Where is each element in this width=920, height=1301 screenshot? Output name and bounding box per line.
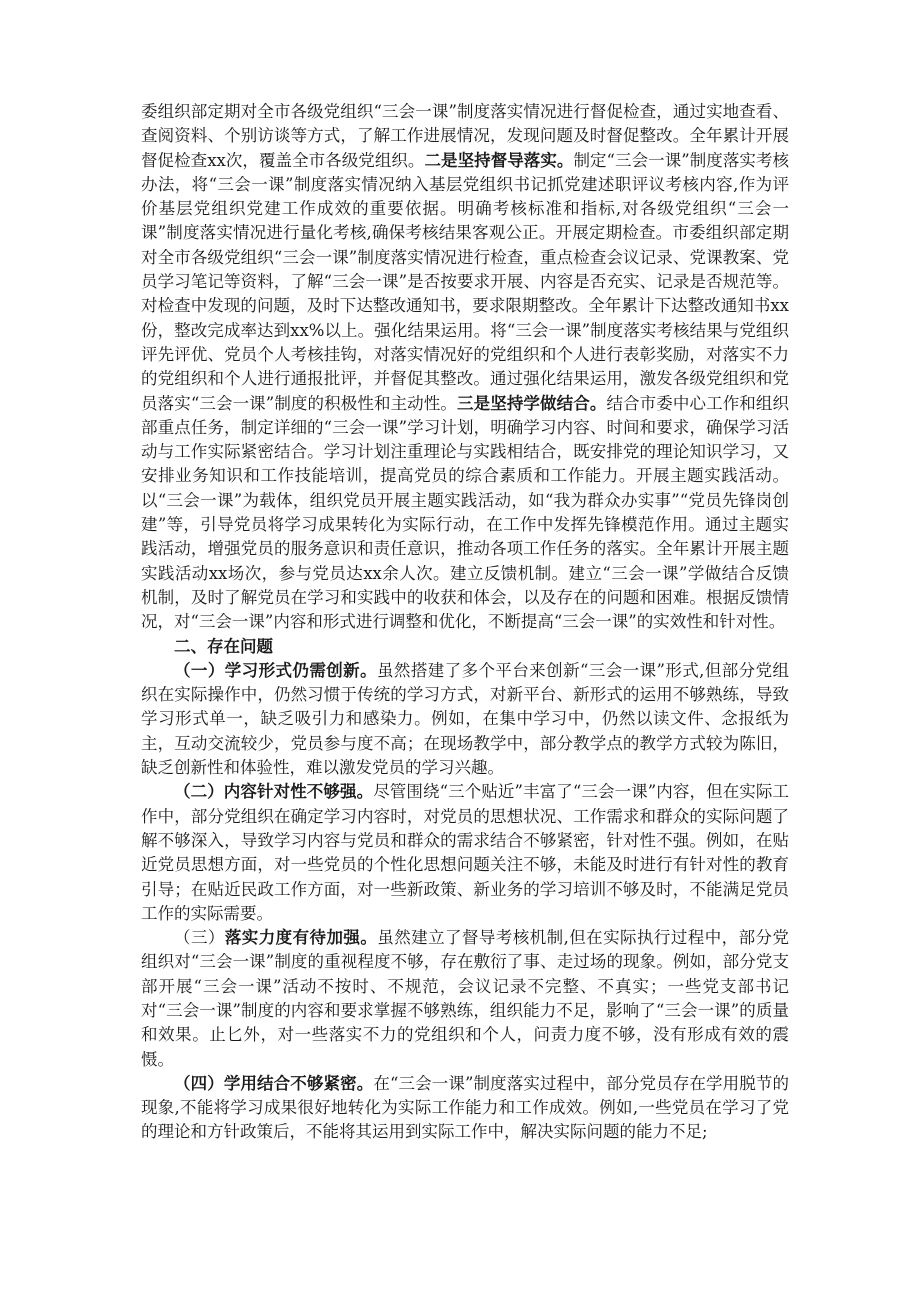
paragraph-text: 委组织部定期对全市各级党组织“三会一课”制度落实情况进行督促检查，通过实地查看、查阅资料、个别访谈等方式，了解工作进展情况，发现问题及时督促整改。全年累计开展督促检查xx次，覆盖全市各级党组织。 [141, 102, 789, 170]
issue-title: （四）学用结合不够紧密。 [174, 1073, 374, 1093]
issue-paragraph [141, 780, 789, 926]
issue-text: 虽然搭建了多个平台来创新“三会一课”形式,但部分党组织在实际操作中，仍然习惯于传统的学习方式，对新平台、新形式的运用不够熟练，导致学习形式单一，缺乏吸引力和感染力。例如，在集中学习中，仍然以读文件、念报纸为主，互动交流较少，党员参与度不高；在现场教学中，部分教学点的教学方式较为陈旧，缺乏创新性和体验性，难以激发党员的学习兴趣。 [141, 660, 790, 778]
paragraph-text: 制定“三会一课”制度落实考核办法，将“三会一课”制度落实情况纳入基层党组织书记抓党建述职评议考核内容,作为评价基层党组织党建工作成效的重要依据。明确考核标准和指标,对各级党组织“三会一课”制度落实情况进行量化考核,确保考核结果客观公正。开展定期检查。市委组织部定期对全市各级党组织“三会一课”制度落实情况进行检查，重点检查会议记录、党课教案、党员学习笔记等资料，了解“三会一课”是否按要求开展、内容是否充实、记录是否规范等。对检查中发现的问题，及时下达整改通知书，要求限期整改。全年累计下达整改通知书xx份，整改完成率达到xx%以上。强化结果运用。将“三会一课”制度落实考核结果与党组织评先评优、党员个人考核挂钩，对落实情况好的党组织和个人进行表彰奖励，对落实不力的党组织和个人进行通报批评，并督促其整改。通过强化结果运用，激发各级党组织和党员落实“三会一课”制度的积极性和主动性。 [141, 150, 789, 413]
issue-number: （三） [174, 928, 225, 948]
issue-paragraph [141, 1072, 789, 1145]
paragraph-text: 结合市委中心工作和组织部重点任务，制定详细的“三会一课”学习计划，明确学习内容、时间和要求，确保学习活动与工作实际紧密结合。学习计划注重理论与实践相结合，既安排党的理论知识学习，又安排业务知识和工作技能培训，提高党员的综合素质和工作能力。开展主题实践活动。以“三会一课”为载体，组织党员开展主题实践活动，如“我为群众办实事”“党员先锋岗创建”等，引导党员将学习成果转化为实际行动，在工作中发挥先锋模范作用。通过主题实践活动，增强党员的服务意识和责任意识，推动各项工作任务的落实。全年累计开展主题实践活动xx场次，参与党员达xx余人次。建立反馈机制。建立“三会一课”学做结合反馈机制，及时了解党员在学习和实践中的收获和体会，以及存在的问题和困难。根据反馈情况，对“三会一课”内容和形式进行调整和优化，不断提高“三会一课”的实效性和针对性。 [141, 393, 790, 632]
issue-text: 虽然建立了督导考核机制,但在实际执行过程中，部分党组织对“三会一课”制度的重视程度不够，存在敷衍了事、走过场的现象。例如，部分党支部开展“三会一课”活动不按时、不规范，会议记录不完整、不真实；一些党支部书记对“三会一课”制度的内容和要求掌握不够熟练，组织能力不足，影响了“三会一课”的质量和效果。止匕外，对一些落实不力的党组织和个人，问责力度不够，没有形成有效的震慑。 [141, 928, 789, 1069]
issue-paragraph [141, 926, 789, 1072]
bold-subheading: 三是坚持学做结合。 [457, 393, 607, 413]
bold-subheading: 二是坚持督导落实。 [424, 150, 574, 170]
issue-paragraph [141, 659, 789, 780]
document-page [141, 100, 789, 1145]
issue-title: （一）学习形式仍需创新。 [174, 660, 377, 680]
body-paragraph [141, 100, 789, 635]
section-heading: 二、存在问题 [174, 636, 273, 656]
issue-text: 在“三会一课”制度落实过程中，部分党员存在学用脱节的现象,不能将学习成果很好地转化为实际工作能力和工作成效。例如,一些党员在学习了党的理论和方针政策后，不能将其运用到实际工作中，解决实际问题的能力不足; [141, 1073, 790, 1142]
issue-text: 尽管围绕“三个贴近”丰富了“三会一课”内容，但在实际工作中，部分党组织在确定学习内容时，对党员的思想状况、工作需求和群众的实际问题了解不够深入，导致学习内容与党员和群众的需求结合不够紧密，针对性不强。例如，在贴近党员思想方面，对一些党员的个性化思想问题关注不够，未能及时进行有针对性的教育引导；在贴近民政工作方面，对一些新政策、新业务的学习培训不够及时，不能满足党员工作的实际需要。 [141, 782, 789, 923]
issue-title: 落实力度有待加强。 [224, 928, 378, 948]
issue-title: （二）内容针对性不够强。 [174, 782, 374, 802]
